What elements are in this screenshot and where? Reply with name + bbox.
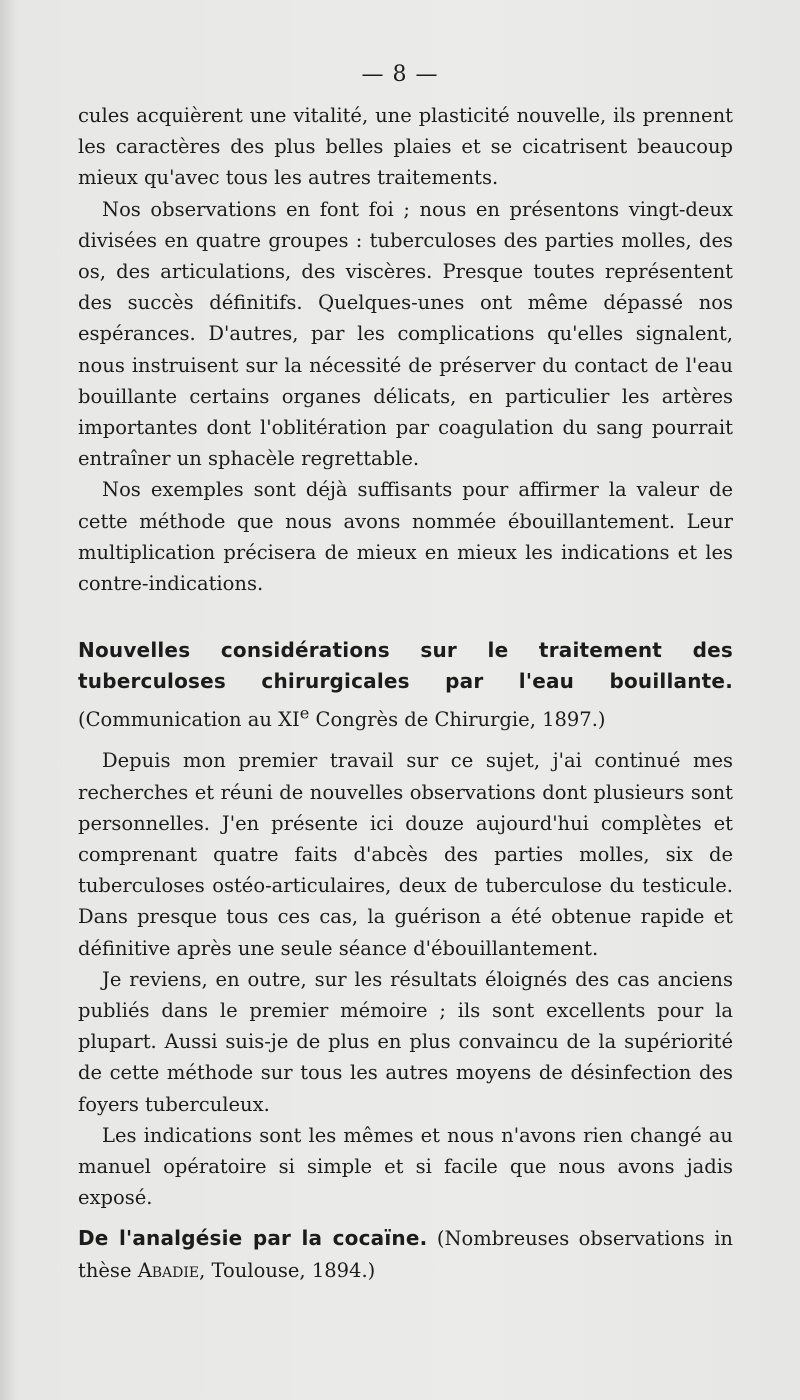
section-title-block: [78, 635, 733, 735]
section-note-communication: [78, 703, 606, 732]
page-number: — 8 —: [361, 62, 439, 87]
paragraph-examples: Nos exemples sont déjà suffisants pour affirmer la valeur de cette méthode que nous avons nommée ébouillantement. Leur multiplication précisera de mieux en mieux les indications et les contre-indications.: [78, 478, 733, 596]
paragraph-observations: Nos observations en font foi ; nous en présentons vingt-deux divisées en quatre groupes : tuberculoses des parties molles, des os, des articulations, des viscères. Presque toutes représentent des succès définitifs. Quelques-unes ont même dépassé nos espérances. D'autres, par les complications qu'elles signalent, nous instruisent sur la nécessité de préserver du contact de l'eau bouillante certains organes délicats, en particulier les artères importantes dont l'oblitération par coagulation du sang pourrait entraîner un sphacèle regrettable.: [78, 197, 733, 471]
note-superscript: e: [299, 703, 310, 723]
section-spacer-small-2: [78, 1213, 733, 1223]
section-spacer: [78, 599, 733, 635]
note-place-date: , Toulouse, 1894.): [199, 1258, 376, 1282]
note-observations: (Nombreuses observations in thèse: [78, 1227, 733, 1282]
note-text-start: (Communication au XI: [78, 708, 300, 732]
paragraph-indications: Les indications sont les mêmes et nous n'avons rien changé au manuel opératoire si simple et si facile que nous avons jadis exposé.: [78, 1123, 733, 1210]
paragraph-resultats: Je reviens, en outre, sur les résultats éloignés des cas anciens publiés dans le premier mémoire ; ils sont excellents pour la plupart. Aussi suis-je de plus en plus convaincu de la supériorité de cette méthode sur tous les autres moyens de désinfection des foyers tuberculeux.: [78, 967, 733, 1116]
section-title-block-cocaine: [78, 1223, 733, 1285]
author-name: Abadie: [137, 1258, 200, 1282]
paragraph-recherches: Depuis mon premier travail sur ce sujet, j'ai continué mes recherches et réuni de nouvelles observations dont plusieurs sont personnelles. J'en présente ici douze aujourd'hui complètes et comprenant quatre faits d'abcès des parties molles, six de tuberculoses ostéo-articulaires, deux de tuberculose du testicule. Dans presque tous ces cas, la guérison a été obtenue rapide et définitive après une seule séance d'ébouillantement.: [78, 749, 733, 960]
page-body: [78, 100, 733, 1286]
note-text-end: Congrès de Chirurgie, 1897.): [309, 708, 606, 732]
section-heading-eau-bouillante: Nouvelles considérations sur le traitement des tuberculoses chirurgicales par l'eau bouillante.: [78, 638, 733, 694]
paragraph-continuation: cules acquièrent une vitalité, une plasticité nouvelle, ils prennent les caractères des plus belles plaies et se cicatrisent beaucoup mieux qu'avec tous les autres traitements.: [78, 104, 733, 190]
section-spacer-small: [78, 735, 733, 745]
section-heading-cocaine: De l'analgésie par la cocaïne.: [78, 1226, 428, 1251]
